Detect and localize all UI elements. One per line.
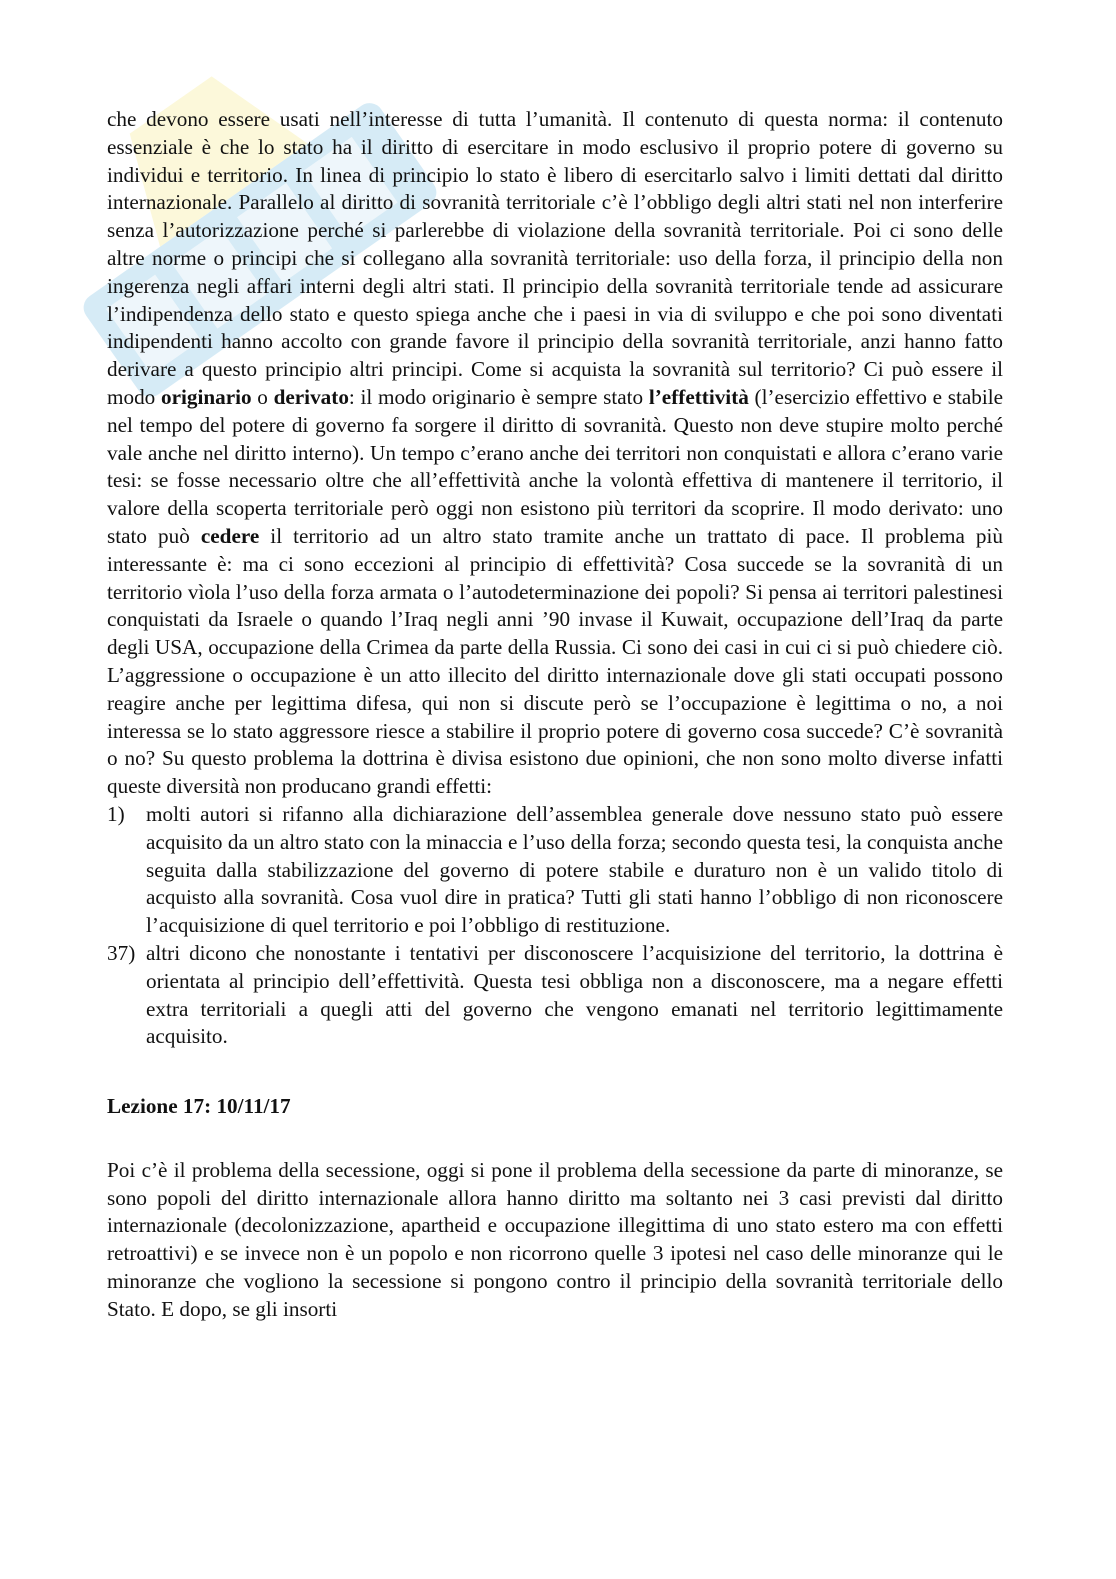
list-item-number: 37) (107, 940, 136, 965)
paragraph-text: che devono essere usati nell’interesse di tutta l’umanità. Il contenuto di questa norma: il contenuto essenziale è che lo stato ha il diritto di esercitare in modo esclusivo il proprio potere di governo su individui e territorio. In linea di principio lo stato è libero di esercitarlo salvo i limiti dettati dal diritto internazionale. Parallelo al diritto di sovranità territoriale c’è l’obbligo degli altri stati nel non interferire senza l’autorizzazione perché si parlerebbe di violazione della sovranità territoriale. Poi ci sono delle altre norme o principi che si collegano alla sovranità territoriale: uso della forza, il principio della non ingerenza negli affari interni degli altri stati. Il principio della sovranità territoriale tende ad assicurare l’indipendenza dello stato e questo spiega anche che i paesi in via di sviluppo e che poi sono diventati indipendenti hanno accolto con grande favore il principio della sovranità territoriale, anzi hanno fatto derivare a questo principio altri principi. Come si acquista la sovranità sul territorio? Ci può essere il modo (107, 107, 1003, 409)
lesson-heading: Lezione 17: 10/11/17 (107, 1094, 291, 1119)
list-item-text: altri dicono che nonostante i tentativi per disconoscere l’acquisizione del territorio, la dottrina è orientata al principio dell’effettività. Questa tesi obbliga non a disconoscere, ma a negare effetti extra territoriali a quegli atti del governo che vengono emanati nel territorio legittimamente acquisito. (146, 940, 1003, 1049)
body-paragraph-2: Poi c’è il problema della secessione, oggi si pone il problema della secessione da parte di minoranze, se sono popoli del diritto internazionale allora hanno diritto ma soltanto nei 3 casi previsti dal diritto internazionale (decolonizzazione, apartheid e occupazione illegittima di uno stato estero ma con effetti retroattivi) e se invece non è un popolo e non ricorrono quelle 3 ipotesi nel caso delle minoranze qui le minoranze che vogliono la secessione si pongono contro il principio della sovranità territoriale dello Stato. E dopo, se gli insorti (107, 1157, 1003, 1321)
list-item (107, 801, 1003, 940)
list-item-text: molti autori si rifanno alla dichiarazione dell’assemblea generale dove nessuno stato può essere acquisito da un altro stato con la minaccia e l’uso della forza; secondo questa tesi, la conquista anche seguita dalla stabilizzazione del governo di potere stabile e duraturo non è un valido titolo di acquisto alla sovranità. Cosa vuol dire in pratica? Tutti gli stati hanno l’obbligo di non riconoscere l’acquisizione di quel territorio e poi l’obbligo di restituzione. (146, 801, 1003, 938)
bold-term-originario: originario (160, 384, 252, 409)
paragraph-text: il territorio ad un altro stato tramite anche un trattato di pace. Il problema più interessante è: ma ci sono eccezioni al principio di effettività? Cosa succede se la sovranità di un territorio vìola l’uso della forza armata o l’autodeterminazione dei popoli? Si pensa ai territori palestinesi conquistati da Israele o quando l’Iraq negli anni ’90 invase il Kuwait, occupazione dell’Iraq da parte degli USA, occupazione della Crimea da parte della Russia. Ci sono dei casi in cui ci si può chiedere ciò. L’aggressione o occupazione è un atto illecito del diritto internazionale dove gli stati occupati possono reagire anche per legittima difesa, qui non si discute però se l’occupazione è legittima o no, a noi interessa se lo stato aggressore riesce a stabilire il proprio potere di governo cosa succede? C’è sovranità o no? Su questo problema la dottrina è divisa esistono due opinioni, che non sono molto diverse infatti queste diversità non producano grandi effetti: (107, 523, 1003, 799)
list-item (107, 940, 1003, 1051)
numbered-list (107, 801, 1003, 1051)
paragraph-text: : il modo originario è sempre stato (348, 384, 649, 409)
document-page (107, 106, 1003, 1324)
bold-term-cedere: cedere (200, 523, 260, 548)
bold-term-effettivita: l’effettività (648, 384, 749, 409)
paragraph-text: o (251, 384, 274, 409)
list-item-number: 1) (107, 801, 125, 826)
body-paragraph-1 (107, 106, 1003, 801)
paragraph-text: (l’esercizio effettivo e stabile nel tempo del potere di governo fa sorgere il diritto di sovranità. Questo non deve stupire molto perché vale anche nel diritto interno). Un tempo c’erano anche dei territori non conquistati e allora c’erano varie tesi: se fosse necessario oltre che all’effettività anche la volontà effettiva di mantenere il territorio, il valore della scoperta territoriale però oggi non esistono più territori da scoprire. Il modo derivato: uno stato può (107, 384, 1004, 548)
bold-term-derivato: derivato (273, 384, 349, 409)
